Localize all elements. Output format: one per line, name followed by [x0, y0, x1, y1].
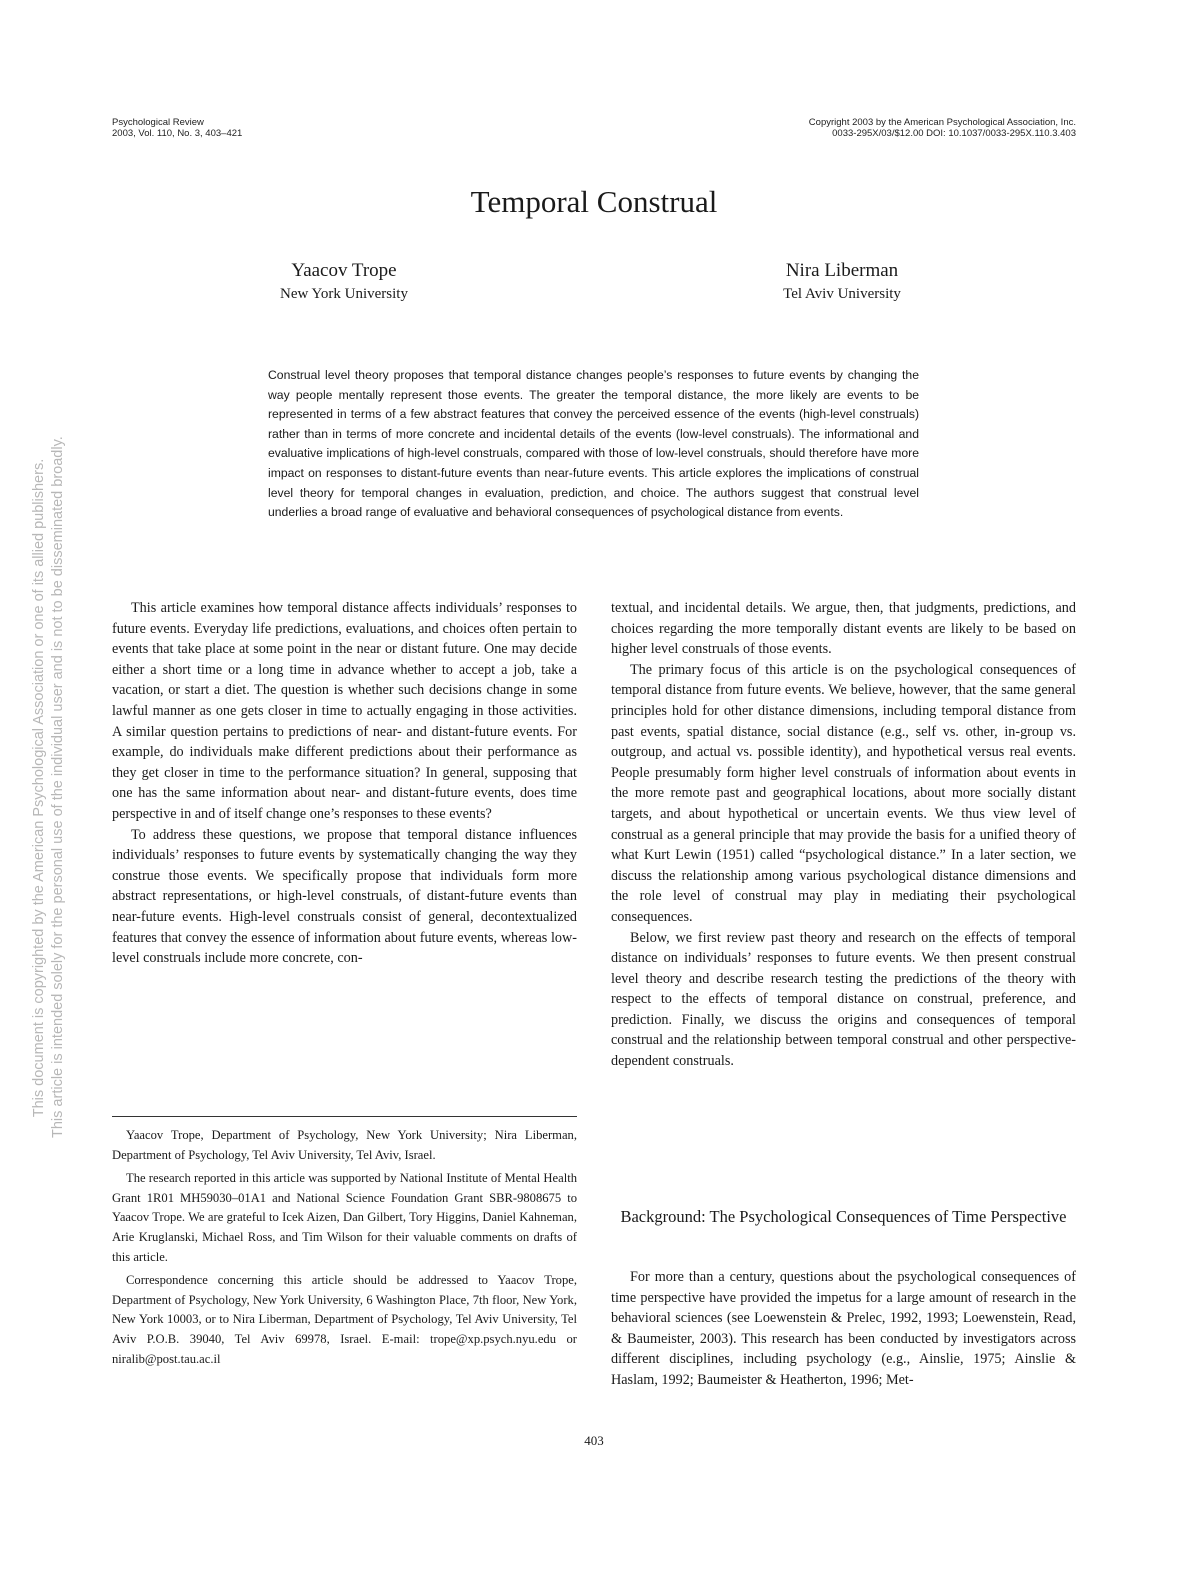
body-paragraph: This article examines how temporal distance affects individuals’ responses to future events. Everyday life predictions, evaluations, and choices often pertain to events that take place at some point in the near or distant future. One may decide either a short time or a long time in advance whether to accept a job, take a vacation, or start a diet. The question is whether such decisions change in some lawful manner as one gets closer in time to actually engaging in those activities. A similar question pertains to predictions of near- and distant-future events. For example, do individuals make different predictions about their performance as they get closer in time to the performance situation? In general, supposing that one has the same information about near- and distant-future events, does time perspective in and of itself change one’s responses to these events? [112, 600, 577, 822]
doi-line: 0033-295X/03/$12.00 DOI: 10.1037/0033-295X.110.3.403 [832, 128, 1076, 139]
body-paragraph-continuation: textual, and incidental details. We argue, then, that judgments, predictions, and choices regarding the more temporally distant events are likely to be based on higher level construals of those events. [611, 600, 1076, 658]
footnote-paragraph: The research reported in this article was supported by National Institute of Mental Health Grant 1R01 MH59030–01A1 and National Science Foundation Grant SBR-9808675 to Yaacov Trope. We are grateful to Icek Aizen, Dan Gilbert, Tory Higgins, Daniel Kahneman, Arie Kruglanski, Michael Ross, and Tim Wilson for their valuable comments on drafts of this article. [112, 1171, 577, 1264]
author-note [112, 1126, 577, 1373]
body-column-right [611, 598, 1076, 1072]
body-paragraph: For more than a century, questions about the psychological consequences of time perspective have provided the impetus for a large amount of research in the behavioral sciences (see Loewenstein & Prelec, 1992, 1993; Loewenstein, Read, & Baumeister, 2003). This research has been conducted by investigators across different disciplines, including psychology (e.g., Ainslie, 1975; Ainslie & Haslam, 1992; Baumeister & Heatherton, 1996; Met- [611, 1269, 1076, 1388]
journal-info [112, 117, 242, 139]
footnote-divider [112, 1116, 577, 1117]
footnote-paragraph: Yaacov Trope, Department of Psychology, New York University; Nira Liberman, Department of Psychology, Tel Aviv University, Tel Aviv, Israel. [112, 1128, 577, 1162]
footnote-paragraph: Correspondence concerning this article should be addressed to Yaacov Trope, Department of Psychology, New York University, 6 Washington Place, 7th floor, New York, New York 10003, or to Nira Liberman, Department of Psychology, Tel Aviv University, Tel Aviv P.O.B. 39040, Tel Aviv 69978, Israel. E-mail: trope@xp.psych.nyu.edu or niralib@post.tau.ac.il [112, 1273, 577, 1366]
body-paragraph: To address these questions, we propose that temporal distance influences individuals’ responses to future events by systematically changing the way they construe those events. We specifically propose that individuals form more abstract representations, or high-level construals, of distant-future events than near-future events. High-level construals consist of general, decontextualized features that convey the essence of information about future events, whereas low-level construals include more concrete, con- [112, 826, 577, 967]
journal-volume: 2003, Vol. 110, No. 3, 403–421 [112, 128, 243, 139]
body-column-right-section [611, 1267, 1076, 1391]
section-heading: Background: The Psychological Consequences of Time Perspective [620, 1207, 1067, 1226]
watermark-line: This article is intended solely for the personal use of the individual user and is not to be disseminated broadly. [50, 436, 66, 1138]
article-title: Temporal Construal [470, 184, 718, 219]
body-column-left [112, 598, 577, 969]
author-affiliation: New York University [280, 286, 408, 302]
copyright-line: Copyright 2003 by the American Psychological Association, Inc. [808, 117, 1076, 128]
author-name: Nira Liberman [785, 260, 899, 281]
author-affiliation: Tel Aviv University [783, 286, 901, 302]
body-paragraph: The primary focus of this article is on the psychological consequences of temporal distance from future events. We believe, however, that the same general principles hold for other distance dimensions, including temporal distance from past events, spatial distance, social distance (e.g., self vs. other, in-group vs. outgroup, and actual vs. possible identity), and hypothetical versus real events. People presumably form higher level construals of information about events in the more remote past and geographical locations, about more socially distant targets, and about hypothetical or uncertain events. We thus view level of construal as a general principle that may provide the basis for a unified theory of what Kurt Lewin (1951) called “psychological distance.” In a later section, we discuss the relationship among various psychological distance dimensions and the role level of construal may play in mediating their psychological consequences. [611, 661, 1076, 925]
author-block [692, 258, 992, 304]
copyright-watermark [30, 438, 68, 1138]
body-paragraph: Below, we first review past theory and research on the effects of temporal distance on individuals’ responses to future events. We then present construal level theory and describe research testing the predictions of the theory with respect to the effects of temporal distance on construal, preference, and prediction. Finally, we discuss the origins and consequences of temporal construal and the relationship between temporal construal and other perspective-dependent construals. [611, 929, 1076, 1070]
abstract: Construal level theory proposes that temporal distance changes people’s responses to future events by changing the way people mentally represent those events. The greater the temporal distance, the more likely are events to be represented in terms of a few abstract features that convey the perceived essence of the events (high-level construals) rather than in terms of more concrete and incidental details of the events (low-level construals). The informational and evaluative implications of high-level construals, compared with those of low-level construals, should therefore have more impact on responses to distant-future events than near-future events. This article explores the implications of construal level theory for temporal changes in evaluation, prediction, and choice. The authors suggest that construal level underlies a broad range of evaluative and behavioral consequences of psychological distance from events. [268, 368, 919, 520]
watermark-line: This document is copyrighted by the American Psychological Association or one of its allied publishers. [31, 458, 47, 1118]
page-number: 403 [584, 1433, 604, 1448]
author-name: Yaacov Trope [291, 260, 397, 281]
journal-name: Psychological Review [112, 117, 204, 128]
author-block [194, 258, 494, 304]
copyright-info [700, 117, 1076, 139]
